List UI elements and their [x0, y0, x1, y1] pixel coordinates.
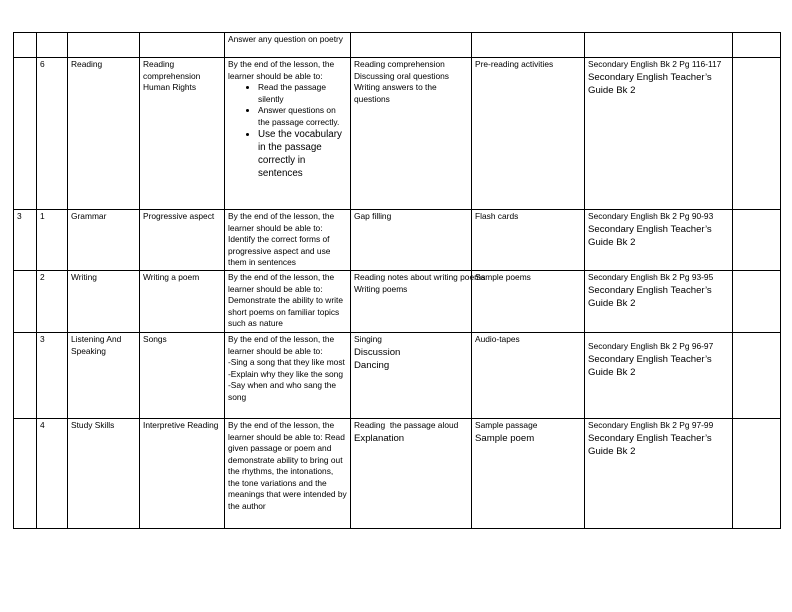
scheme-of-work-table [13, 32, 781, 529]
objective-item: • Answer questions on the passage correctly. [258, 105, 347, 128]
activity-line: Writing poems [354, 283, 408, 294]
resource-line: Sample passage [475, 420, 538, 430]
remarks-cell [733, 419, 781, 529]
week-cell [14, 33, 37, 58]
subtopic-line: Reading comprehension [143, 59, 201, 81]
objectives-text: By the end of the lesson, the learner should be able to: [228, 59, 335, 81]
activities-cell [351, 33, 472, 58]
resource-line: Pre-reading activities [475, 59, 554, 69]
reference-line: Secondary English Teacher’s Guide Bk 2 [588, 353, 712, 378]
remarks-cell [733, 333, 781, 419]
objective-line: -Say when and who sang the song [228, 380, 337, 402]
remarks-cell [733, 33, 781, 58]
lesson-cell: 1 [37, 210, 68, 271]
activities-cell [351, 271, 486, 333]
resources-cell [472, 271, 585, 333]
objectives-text: By the end of the lesson, the learner should be able to: Identify the correct forms of progressive aspect and use them in sentences [228, 211, 335, 267]
references-cell [585, 333, 733, 419]
remarks-cell [733, 271, 781, 333]
activity-line: Gap filling [354, 211, 392, 221]
resource-line: Sample poem [475, 432, 535, 444]
week-cell [14, 58, 37, 210]
table-row [14, 333, 781, 419]
objective-item: • Read the passage silently [258, 82, 347, 105]
reference-line: Secondary English Teacher’s Guide Bk 2 [588, 71, 712, 96]
objectives-text: By the end of the lesson, the learner should be able to: Demonstrate the ability to write short poems on familiar topics such as nature [228, 272, 343, 328]
references-cell [585, 58, 733, 210]
lesson-cell: 3 [37, 333, 68, 419]
remarks-cell [733, 58, 781, 210]
subtopic-cell [140, 333, 225, 419]
activity-line: Discussing oral questions [354, 70, 449, 81]
subtopic-line: Writing a poem [143, 272, 200, 282]
resources-cell [472, 333, 585, 419]
table-row [14, 271, 781, 333]
activity-line: Singing [354, 334, 382, 344]
objectives-text: By the end of the lesson, the learner should be able to: [228, 334, 335, 356]
table-row [14, 58, 781, 210]
objectives-cell [225, 58, 351, 210]
lesson-cell [37, 33, 68, 58]
subtopic-cell [140, 33, 225, 58]
activities-cell [351, 210, 472, 271]
reference-line: Secondary English Bk 2 Pg 93-95 [588, 272, 714, 282]
week-cell: 3 [14, 210, 37, 271]
objective-line: -Sing a song that they like most [228, 357, 345, 367]
table-row [14, 210, 781, 271]
references-cell [585, 419, 733, 529]
activities-cell [351, 58, 472, 210]
objectives-cell [225, 33, 351, 58]
objectives-text: By the end of the lesson, the learner should be able to: Read given passage or poem and demonstrate ability to bring out the rhythms, the intonations, the tone variations and the meanings that were intended by the author [228, 420, 347, 511]
topic-cell: Grammar [68, 210, 140, 271]
subtopic-cell [140, 419, 225, 529]
lesson-cell: 2 [37, 271, 68, 333]
reference-line: Secondary English Bk 2 Pg 116-117 [588, 59, 722, 69]
table-row [14, 419, 781, 529]
objectives-text: Answer any question on poetry [228, 34, 343, 44]
topic-cell: Study Skills [68, 419, 140, 529]
reference-line: Secondary English Bk 2 Pg 90-93 [588, 211, 714, 221]
resources-cell [472, 210, 585, 271]
topic-cell [68, 33, 140, 58]
references-cell [585, 33, 733, 58]
subtopic-line: Human Rights [143, 82, 197, 92]
activity-line: Reading notes about writing poems [354, 272, 486, 282]
remarks-cell [733, 210, 781, 271]
week-cell [14, 271, 37, 333]
reference-line: Secondary English Bk 2 Pg 96-97 [588, 341, 714, 351]
week-cell [14, 419, 37, 529]
subtopic-line: Interpretive Reading [143, 420, 219, 430]
references-cell [585, 271, 733, 333]
resources-cell [472, 58, 585, 210]
lesson-cell: 4 [37, 419, 68, 529]
activity-line: Reading the passage aloud [354, 420, 459, 430]
subtopic-cell [140, 210, 225, 271]
topic-cell: Listening And Speaking [68, 333, 140, 419]
reference-line: Secondary English Teacher’s Guide Bk 2 [588, 284, 712, 309]
reference-line: Secondary English Bk 2 Pg 97-99 [588, 420, 714, 430]
topic-cell: Reading [68, 58, 140, 210]
reference-line: Secondary English Teacher’s Guide Bk 2 [588, 223, 712, 248]
table-row [14, 33, 781, 58]
reference-line: Secondary English Teacher’s Guide Bk 2 [588, 432, 712, 457]
references-cell [585, 210, 733, 271]
subtopic-cell [140, 58, 225, 210]
activity-line: Writing answers to the questions [354, 82, 437, 104]
activities-cell [351, 419, 472, 529]
subtopic-line: Progressive aspect [143, 211, 215, 221]
resource-line: Flash cards [475, 211, 519, 221]
subtopic-line: Songs [143, 334, 167, 344]
resources-cell [472, 419, 585, 529]
objectives-cell [225, 271, 351, 333]
activity-line: Dancing [354, 359, 390, 371]
objective-item: • Use the vocabulary in the passage correctly in sentences [258, 128, 347, 180]
objectives-list [228, 82, 347, 180]
activity-line: Reading comprehension [354, 59, 445, 69]
week-cell [14, 333, 37, 419]
objectives-cell [225, 210, 351, 271]
objectives-cell [225, 419, 351, 529]
subtopic-cell [140, 271, 225, 333]
resource-line: Audio-tapes [475, 334, 520, 344]
activities-cell [351, 333, 472, 419]
activity-line: Explanation [354, 432, 405, 444]
topic-cell: Writing [68, 271, 140, 333]
resources-cell [472, 33, 585, 58]
resource-line: Sample poems [475, 272, 531, 282]
activity-line: Discussion [354, 346, 401, 358]
lesson-cell: 6 [37, 58, 68, 210]
objectives-cell [225, 333, 351, 419]
objective-line: -Explain why they like the song [228, 368, 343, 379]
